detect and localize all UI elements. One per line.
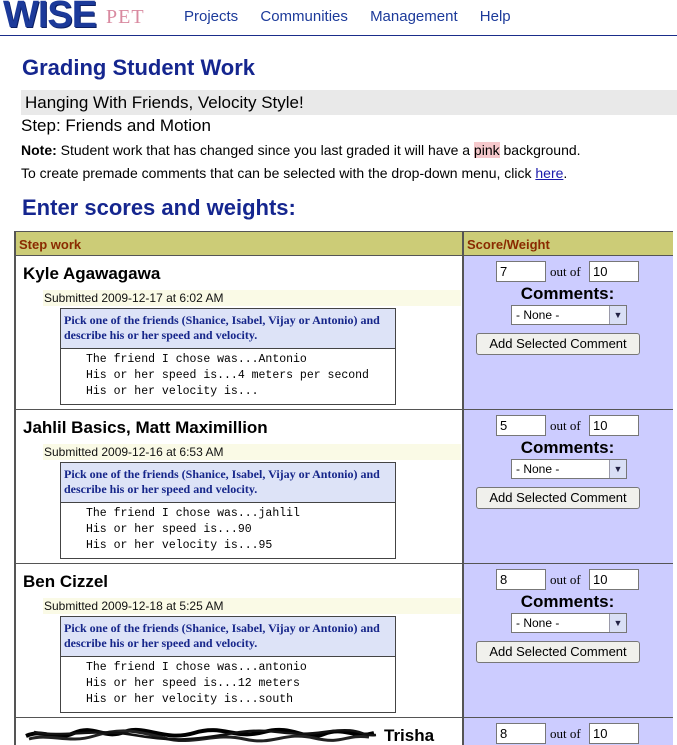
chevron-down-icon: ▼ xyxy=(609,460,626,478)
premade-comments-link[interactable]: here xyxy=(535,165,564,181)
note-text xyxy=(21,142,581,158)
comment-select[interactable] xyxy=(511,305,627,325)
submitted-timestamp: Submitted 2009-12-18 at 5:25 AM xyxy=(43,598,461,614)
step-title: Step: Friends and Motion xyxy=(21,116,211,135)
nav-help[interactable]: Help xyxy=(479,8,511,25)
premade-after: . xyxy=(563,165,568,181)
submitted-timestamp: Submitted 2009-12-16 at 6:53 AM xyxy=(43,444,461,460)
page-title: Grading Student Work xyxy=(22,55,256,80)
grading-table xyxy=(14,231,673,745)
score-cell xyxy=(463,718,673,745)
out-of-label: out of xyxy=(550,418,581,433)
submitted-timestamp: Submitted 2009-12-17 at 6:02 AM xyxy=(43,290,461,306)
table-row xyxy=(15,564,673,718)
comments-label: Comments: xyxy=(520,284,615,303)
note-before: Student work that has changed since you last graded it will have a xyxy=(56,142,474,158)
note-pink-word: pink xyxy=(473,142,500,158)
score-cell xyxy=(463,410,673,564)
question-prompt: Pick one of the friends (Shanice, Isabel, Vijay or Antonio) and describe his or her speed and velocity. xyxy=(61,309,395,349)
comment-select-value: - None - xyxy=(516,462,560,476)
step-work-cell xyxy=(15,718,463,745)
step-work-cell xyxy=(15,256,463,410)
out-of-label: out of xyxy=(550,264,581,279)
student-name: Jahlil Basics, Matt Maximillion xyxy=(23,418,268,437)
note-label: Note: xyxy=(21,142,57,158)
student-name: Trisha xyxy=(384,726,435,745)
project-title: Hanging With Friends, Velocity Style! xyxy=(21,90,677,115)
student-answer: The friend I chose was...Antonio His or her speed is...4 meters per second His or her velocity is... xyxy=(86,353,369,398)
table-row xyxy=(15,256,673,410)
nav-communities[interactable]: Communities xyxy=(260,8,348,25)
logo-wise-text: WISE xyxy=(3,0,97,36)
score-input[interactable]: 8 xyxy=(496,723,546,744)
premade-comments-text xyxy=(21,165,567,181)
out-of-label: out of xyxy=(550,726,581,741)
add-selected-comment-button[interactable]: Add Selected Comment xyxy=(476,333,640,355)
comment-select[interactable] xyxy=(511,613,627,633)
table-row xyxy=(15,410,673,564)
column-header-score-weight: Score/Weight xyxy=(463,231,673,256)
score-input[interactable]: 5 xyxy=(496,415,546,436)
comments-label: Comments: xyxy=(520,592,615,611)
student-answer: The friend I chose was...jahlil His or her speed is...90 His or her velocity is...95 xyxy=(86,507,300,552)
add-selected-comment-button[interactable]: Add Selected Comment xyxy=(476,487,640,509)
top-navigation-bar xyxy=(0,0,677,36)
question-prompt: Pick one of the friends (Shanice, Isabel, Vijay or Antonio) and describe his or her speed and velocity. xyxy=(61,617,395,657)
comment-select-value: - None - xyxy=(516,308,560,322)
column-header-step-work: Step work xyxy=(15,231,463,256)
response-box xyxy=(60,308,396,405)
chevron-down-icon: ▼ xyxy=(609,614,626,632)
weight-input[interactable]: 10 xyxy=(589,569,639,590)
table-header xyxy=(15,231,673,256)
student-name: Kyle Agawagawa xyxy=(23,264,161,283)
score-input[interactable]: 7 xyxy=(496,261,546,282)
redacted-scribble xyxy=(24,724,434,745)
scores-heading: Enter scores and weights: xyxy=(22,195,296,220)
premade-before: To create premade comments that can be selected with the drop-down menu, click xyxy=(21,165,536,181)
chevron-down-icon: ▼ xyxy=(609,306,626,324)
nav-management[interactable]: Management xyxy=(370,8,458,25)
comment-select-value: - None - xyxy=(516,616,560,630)
comment-select[interactable] xyxy=(511,459,627,479)
table-row xyxy=(15,718,673,745)
note-after: background. xyxy=(499,142,581,158)
weight-input[interactable]: 10 xyxy=(589,415,639,436)
score-input[interactable]: 8 xyxy=(496,569,546,590)
weight-input[interactable]: 10 xyxy=(589,261,639,282)
score-cell xyxy=(463,256,673,410)
student-answer: The friend I chose was...antonio His or her speed is...12 meters His or her velocity is...south xyxy=(86,661,307,706)
comments-label: Comments: xyxy=(520,438,615,457)
response-box xyxy=(60,616,396,713)
logo-pet-text: PET xyxy=(106,6,145,28)
add-selected-comment-button[interactable]: Add Selected Comment xyxy=(476,641,640,663)
question-prompt: Pick one of the friends (Shanice, Isabel, Vijay or Antonio) and describe his or her speed and velocity. xyxy=(61,463,395,503)
main-nav xyxy=(184,8,529,25)
student-name: Ben Cizzel xyxy=(23,572,109,591)
weight-input[interactable]: 10 xyxy=(589,723,639,744)
nav-projects[interactable]: Projects xyxy=(184,8,239,25)
score-cell xyxy=(463,564,673,718)
step-work-cell xyxy=(15,410,463,564)
step-work-cell xyxy=(15,564,463,718)
out-of-label: out of xyxy=(550,572,581,587)
response-box xyxy=(60,462,396,559)
